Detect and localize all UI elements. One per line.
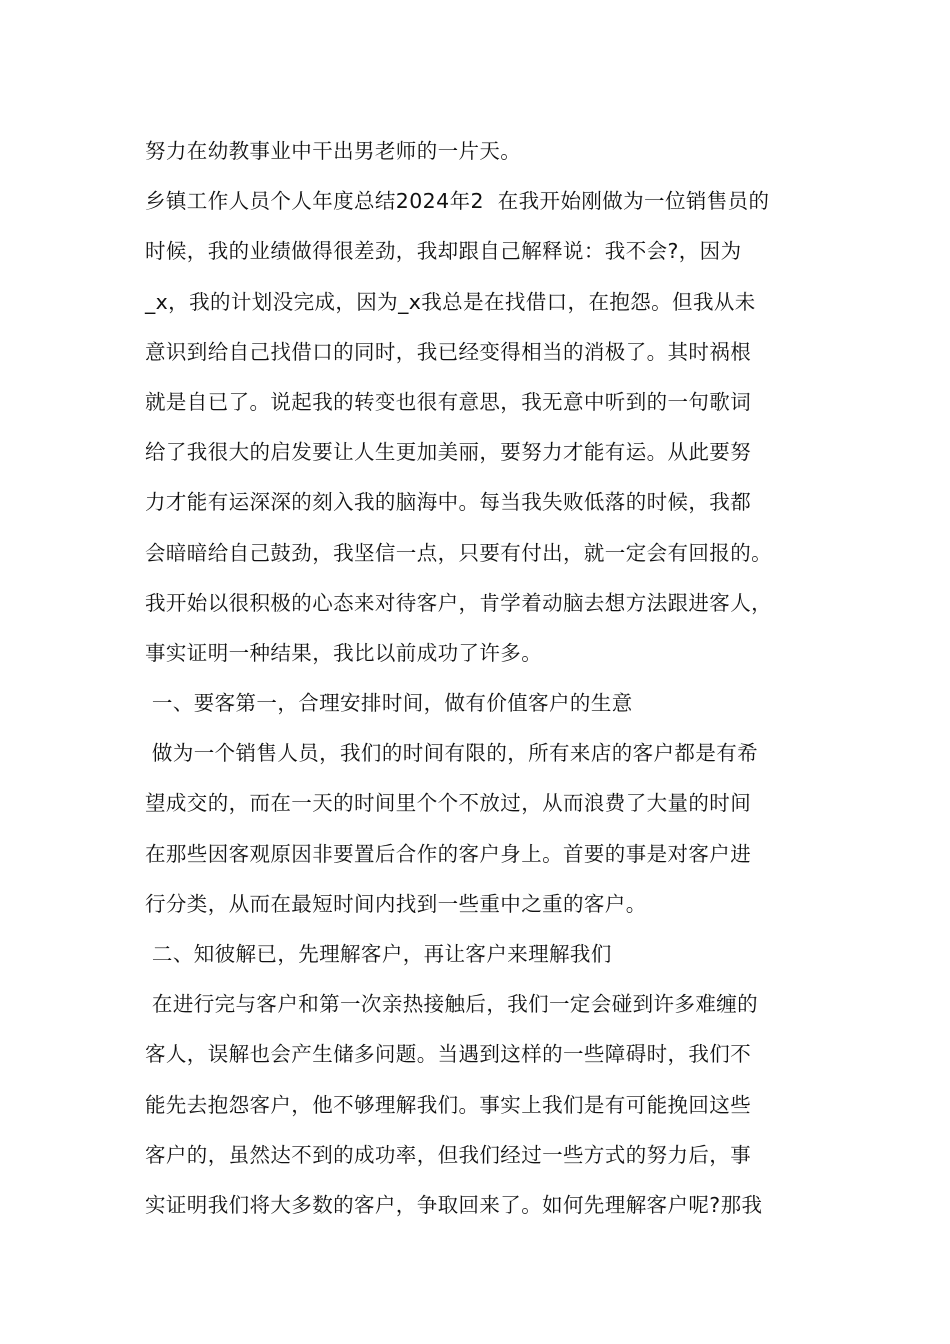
text-line-18: 在进行完与客户和第一次亲热接触后，我们一定会碰到许多难缠的: [145, 992, 759, 1017]
text-line-4: _x，我的计划没完成，因为_x我总是在找借口，在抱怨。但我从未: [145, 289, 756, 314]
text-line-21: 客户的，虽然达不到的成功率，但我们经过一些方式的努力后，事: [145, 1142, 752, 1167]
text-line-5: 意识到给自己找借口的同时，我已经变得相当的消极了。其时祸根: [145, 339, 752, 364]
text-line-8: 力才能有运深深的刻入我的脑海中。每当我失败低落的时候，我都: [145, 490, 752, 515]
text-line-7: 给了我很大的启发要让人生更加美丽，要努力才能有运。从此要努: [145, 440, 752, 465]
text-line-1: 努力在幼教事业中干出男老师的一片天。: [145, 139, 522, 163]
text-line-19: 客人，误解也会产生储多问题。当遇到这样的一些障碍时，我们不: [145, 1042, 752, 1067]
text-line-10: 我开始以很积极的心态来对待客户，肯学着动脑去想方法跟进客人，: [145, 590, 772, 615]
text-line-2: 乡镇工作人员个人年度总结2024年2 在我开始刚做为一位销售员的: [145, 189, 770, 214]
text-line-20: 能先去抱怨客户，他不够理解我们。事实上我们是有可能挽回这些: [145, 1092, 752, 1117]
text-line-3: 时候，我的业绩做得很差劲，我却跟自己解释说：我不会?，因为: [145, 239, 742, 264]
text-line-16: 行分类，从而在最短时间内找到一些重中之重的客户。: [145, 891, 647, 916]
text-line-15: 在那些因客观原因非要置后合作的客户身上。首要的事是对客户进: [145, 841, 752, 866]
text-line-13: 做为一个销售人员，我们的时间有限的，所有来店的客户都是有希: [145, 741, 759, 766]
text-line-9: 会暗暗给自己鼓劲，我坚信一点，只要有付出，就一定会有回报的。: [145, 540, 772, 565]
text-line-6: 就是自已了。说起我的转变也很有意思，我无意中听到的一句歌词: [145, 389, 752, 414]
section-heading-1: 一、要客第一，合理安排时间，做有价值客户的生意: [145, 691, 633, 716]
document-body: [145, 126, 825, 1230]
section-heading-2: 二、知彼解已，先理解客户，再让客户来理解我们: [145, 942, 612, 966]
text-line-22: 实证明我们将大多数的客户，争取回来了。如何先理解客户呢?那我: [145, 1192, 763, 1217]
text-line-11: 事实证明一种结果，我比以前成功了许多。: [145, 640, 543, 665]
text-line-14: 望成交的，而在一天的时间里个个不放过，从而浪费了大量的时间: [145, 791, 752, 816]
